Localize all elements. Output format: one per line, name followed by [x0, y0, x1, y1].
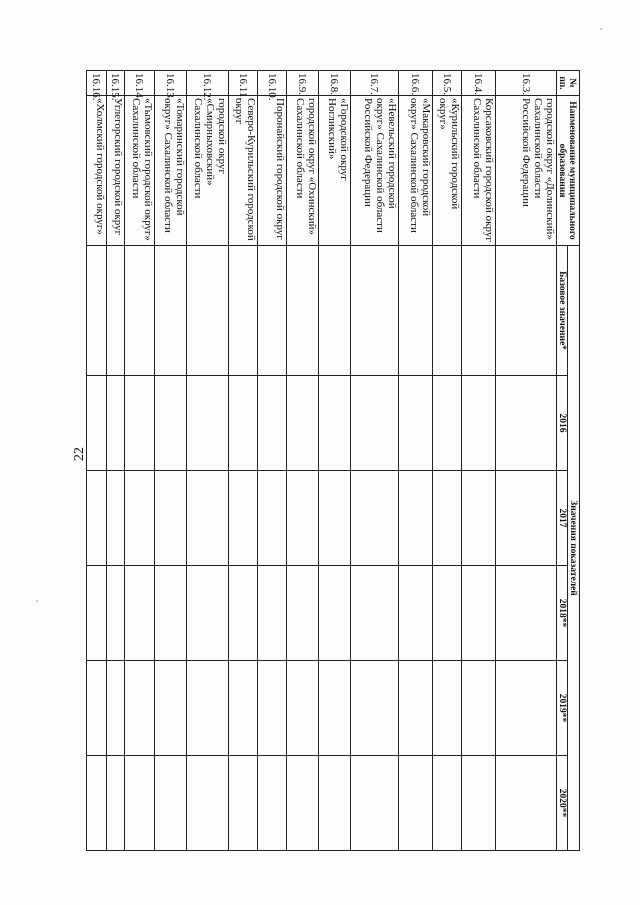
- value-cell: [399, 756, 433, 851]
- table-row: [287, 71, 319, 851]
- value-cell: [155, 661, 187, 756]
- value-cell: [351, 566, 399, 661]
- value-cell: [496, 661, 557, 756]
- value-cell: [187, 566, 229, 661]
- value-cell: [287, 246, 319, 376]
- table-row: [399, 71, 433, 851]
- value-cell: [496, 756, 557, 851]
- value-cell: [319, 246, 351, 376]
- value-cell: [107, 756, 125, 851]
- value-cell: [107, 471, 125, 566]
- value-cell: [229, 661, 258, 756]
- table-row: [155, 71, 187, 851]
- row-number: 16.9.: [287, 71, 319, 96]
- value-cell: [351, 756, 399, 851]
- value-cell: [462, 246, 496, 376]
- value-cell: [229, 246, 258, 376]
- table-row: [125, 71, 155, 851]
- value-cell: [287, 471, 319, 566]
- value-cell: [433, 566, 462, 661]
- rotated-table-container: [90, 70, 580, 850]
- value-cell: [155, 376, 187, 471]
- value-cell: [462, 471, 496, 566]
- value-cell: [229, 471, 258, 566]
- header-base-value: Базовое значение*: [557, 246, 568, 376]
- value-cell: [125, 471, 155, 566]
- row-number: 16.8.: [319, 71, 351, 96]
- value-cell: [258, 246, 287, 376]
- table-row: [319, 71, 351, 851]
- municipality-name: Поронайский городской округ: [258, 96, 287, 246]
- row-number: 16.13.: [155, 71, 187, 96]
- value-cell: [87, 246, 107, 376]
- value-cell: [433, 471, 462, 566]
- header-name: Наименование муниципального образования: [557, 96, 580, 246]
- row-number: 16.10.: [258, 71, 287, 96]
- value-cell: [399, 566, 433, 661]
- municipality-name: Корсаковский городской округ Сахалинской области: [462, 96, 496, 246]
- table-row: [462, 71, 496, 851]
- municipality-name: «Городской округ Ногликский»: [319, 96, 351, 246]
- value-cell: [287, 376, 319, 471]
- municipality-name: Углегорский городской округ: [107, 96, 125, 246]
- municipality-name: городской округ «Охинский» Сахалинской области: [287, 96, 319, 246]
- value-cell: [496, 246, 557, 376]
- indicators-table: [86, 70, 580, 851]
- municipality-name: «Тымовский городской округ» Сахалинской области: [125, 96, 155, 246]
- table-row: [433, 71, 462, 851]
- value-cell: [258, 471, 287, 566]
- value-cell: [125, 246, 155, 376]
- value-cell: [433, 246, 462, 376]
- value-cell: [107, 566, 125, 661]
- value-cell: [125, 566, 155, 661]
- table-row: [107, 71, 125, 851]
- value-cell: [351, 246, 399, 376]
- value-cell: [87, 566, 107, 661]
- value-cell: [496, 471, 557, 566]
- value-cell: [351, 471, 399, 566]
- row-number: 16.5.: [433, 71, 462, 96]
- value-cell: [125, 376, 155, 471]
- value-cell: [229, 756, 258, 851]
- value-cell: [258, 756, 287, 851]
- value-cell: [155, 756, 187, 851]
- table-row: [496, 71, 557, 851]
- value-cell: [187, 756, 229, 851]
- municipality-name: «Холмский городской округ»: [87, 96, 107, 246]
- value-cell: [351, 376, 399, 471]
- value-cell: [187, 471, 229, 566]
- row-number: 16.15.: [107, 71, 125, 96]
- municipality-name: городской округ «Долинский» Сахалинской области Российской Федерации: [496, 96, 557, 246]
- table-row: [351, 71, 399, 851]
- value-cell: [462, 756, 496, 851]
- value-cell: [87, 471, 107, 566]
- header-year-2018: 2018**: [557, 566, 568, 661]
- value-cell: [87, 376, 107, 471]
- value-cell: [87, 661, 107, 756]
- table-body: [87, 71, 557, 851]
- municipality-name: Северо-Курильский городской округ: [229, 96, 258, 246]
- value-cell: [462, 566, 496, 661]
- municipality-name: «Томаринский городской округ» Сахалинской области: [155, 96, 187, 246]
- value-cell: [496, 566, 557, 661]
- row-number: 16.16.: [87, 71, 107, 96]
- header-number: № пп.: [557, 71, 580, 96]
- row-number: 16.7.: [351, 71, 399, 96]
- value-cell: [187, 661, 229, 756]
- value-cell: [399, 376, 433, 471]
- value-cell: [462, 376, 496, 471]
- value-cell: [319, 471, 351, 566]
- value-cell: [155, 471, 187, 566]
- header-year-2017: 2017: [557, 471, 568, 566]
- value-cell: [496, 376, 557, 471]
- table-row: [187, 71, 229, 851]
- value-cell: [462, 661, 496, 756]
- table-row: [229, 71, 258, 851]
- value-cell: [155, 566, 187, 661]
- value-cell: [187, 246, 229, 376]
- scan-speck: [600, 28, 602, 30]
- value-cell: [319, 756, 351, 851]
- value-cell: [187, 376, 229, 471]
- municipality-name: «Невельский городской округ» Сахалинской области Российской Федерации: [351, 96, 399, 246]
- value-cell: [399, 246, 433, 376]
- value-cell: [258, 566, 287, 661]
- scan-speck: [36, 600, 38, 602]
- value-cell: [319, 661, 351, 756]
- value-cell: [287, 566, 319, 661]
- value-cell: [319, 566, 351, 661]
- row-number: 16.3.: [496, 71, 557, 96]
- header-year-2020: 2020**: [557, 756, 568, 851]
- value-cell: [351, 661, 399, 756]
- row-number: 16.14.: [125, 71, 155, 96]
- value-cell: [287, 661, 319, 756]
- value-cell: [287, 756, 319, 851]
- value-cell: [229, 376, 258, 471]
- table-row: [258, 71, 287, 851]
- value-cell: [107, 376, 125, 471]
- value-cell: [258, 376, 287, 471]
- value-cell: [87, 756, 107, 851]
- value-cell: [107, 661, 125, 756]
- row-number: 16.12.: [187, 71, 229, 96]
- value-cell: [125, 756, 155, 851]
- value-cell: [229, 566, 258, 661]
- table-row: [87, 71, 107, 851]
- value-cell: [155, 246, 187, 376]
- value-cell: [319, 376, 351, 471]
- page-number: 22: [72, 447, 87, 461]
- value-cell: [125, 661, 155, 756]
- value-cell: [107, 246, 125, 376]
- value-cell: [258, 661, 287, 756]
- municipality-name: «Макаровский городской округ» Сахалинской области: [399, 96, 433, 246]
- row-number: 16.4.: [462, 71, 496, 96]
- value-cell: [433, 756, 462, 851]
- municipality-name: городской округ «Смирныховский» Сахалинской области: [187, 96, 229, 246]
- value-cell: [433, 376, 462, 471]
- row-number: 16.11.: [229, 71, 258, 96]
- value-cell: [399, 471, 433, 566]
- value-cell: [399, 661, 433, 756]
- header-year-2016: 2016: [557, 376, 568, 471]
- row-number: 16.6.: [399, 71, 433, 96]
- value-cell: [433, 661, 462, 756]
- municipality-name: «Курильский городской округ»: [433, 96, 462, 246]
- header-year-2019: 2019**: [557, 661, 568, 756]
- header-indicator-values: Значения показателей: [568, 246, 580, 851]
